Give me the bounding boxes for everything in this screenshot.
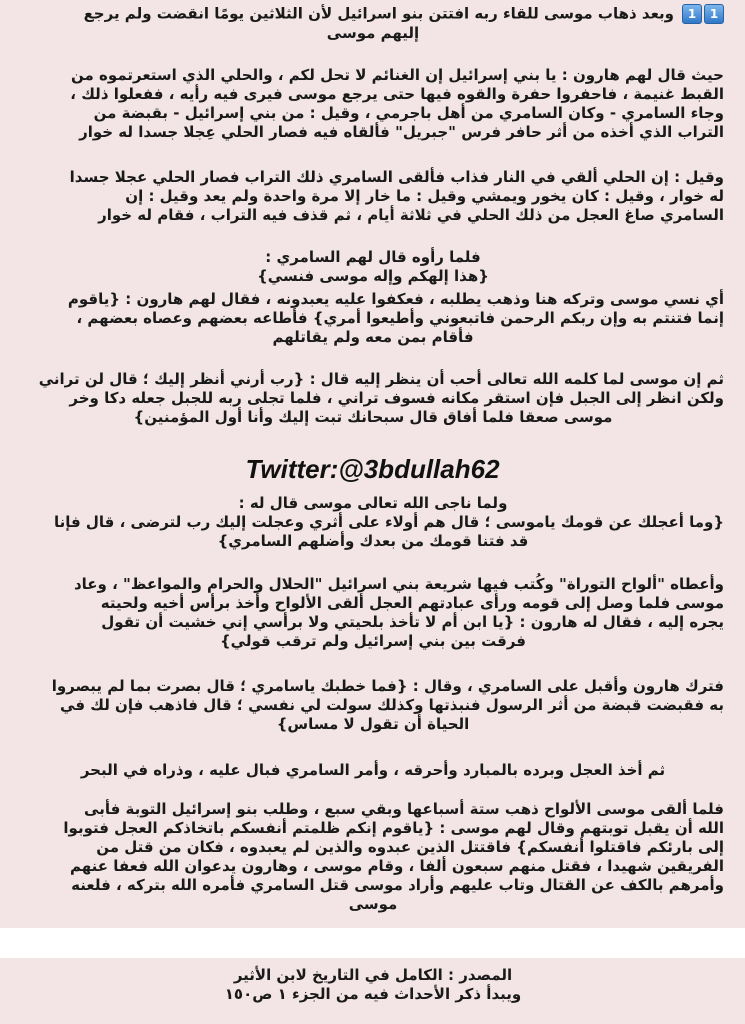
paragraph-line: ثم أخذ العجل وبرده بالمبارد وأحرقه ، وأمر السامري فبال عليه ، وذراه في البحر bbox=[80, 761, 666, 779]
paragraph-4 bbox=[22, 290, 724, 347]
paragraph-9 bbox=[22, 761, 724, 780]
twitter-watermark: Twitter:@3bdullah62 bbox=[245, 454, 500, 484]
paragraph-line: وأمرهم بالكف عن القتال وتاب عليهم وأراد موسى قتل السامري فأمره الله بتركه ، فلعنه bbox=[71, 876, 724, 894]
keycap-badges bbox=[680, 4, 724, 24]
paragraph-line: التراب الذي أخذه من أثر حافر فرس "جبريل" فألقاه فيه فصار الحلي عِجلا جسدا له خوار bbox=[79, 123, 724, 141]
paragraph-6 bbox=[22, 494, 724, 551]
paragraph-line: الله أن يقبل توبتهم وقال لهم موسى : {ياقوم إنكم ظلمتم أنفسكم باتخاذكم العجل فتوبوا bbox=[63, 819, 724, 837]
intro-text: وبعد ذهاب موسى للقاء ربه افتتن بنو اسرائيل لأن الثلاثين يومًا انقضت ولم يرجع bbox=[83, 4, 674, 23]
paragraph-line: فأقام بمن معه ولم يقاتلهم bbox=[272, 328, 474, 346]
paragraph-1 bbox=[22, 66, 724, 142]
paragraph-line: إنما فتنتم به وإن ربكم الرحمن فاتبعوني وأطيعوا أمري} فأطاعه بعضهم وعصاه بعضهم ، bbox=[76, 309, 724, 327]
paragraph-line: فلما رأوه قال لهم السامري : bbox=[265, 248, 481, 266]
paragraph-line: قد فتنا قومك من بعدك وأضلهم السامري} bbox=[217, 532, 529, 550]
intro-line-2: إليهم موسى bbox=[326, 24, 420, 42]
quote-line: {هذا إلهكم وإله موسى فنسي} bbox=[257, 267, 489, 285]
paragraph-line: السامري صاغ العجل من ذلك الحلي في ثلاثة أيام ، ثم قذف فيه التراب ، فقام له خوار bbox=[98, 206, 724, 224]
paragraph-line: وأعطاه "ألواح التوراة" وكُتب فيها شريعة بني اسرائيل "الحلال والحرام والمواعظ" ، وعاد bbox=[73, 575, 724, 593]
keycap-one-icon: 1 bbox=[682, 4, 702, 24]
keycap-one-icon: 1 bbox=[704, 4, 724, 24]
intro-paragraph bbox=[22, 4, 724, 43]
source-line: ويبدأ ذكر الأحداث فيه من الجزء ١ ص١٥٠ bbox=[224, 985, 522, 1003]
paragraph-5 bbox=[22, 370, 724, 427]
paragraph-line: فلما ألقى موسى الألواح ذهب ستة أسباعها وبقي سبع ، وطلب بنو إسرائيل التوبة فأبى bbox=[84, 800, 724, 818]
paragraph-line: موسى bbox=[348, 895, 398, 913]
paragraph-7 bbox=[22, 575, 724, 651]
paragraph-line: الفريقين شهيدا ، فقتل منهم سبعون ألفا ، وقام موسى ، وهارون يدعوان الله فعفا عنهم bbox=[69, 857, 724, 875]
paragraph-line: أي نسي موسى وتركه هنا وذهب يطلبه ، فعكفوا عليه يعبدونه ، فقال لهم هارون : {ياقوم bbox=[67, 290, 724, 308]
paragraph-line: موسى فلما وصل إلى قومه ورأى عبادتهم العجل ألقى الألواح وأخذ برأس أخيه ولحيته bbox=[100, 594, 724, 612]
source-citation bbox=[22, 966, 724, 1004]
paragraph-3 bbox=[22, 248, 724, 286]
paragraph-line: إلى بارئكم فاقتلوا أنفسكم} فاقتتل الذين عبدوه والذين لم يعبدوه ، فكان من قتل من bbox=[96, 838, 724, 856]
paragraph-line: له خوار ، وقيل : كان يخور ويمشي وقيل : ما خار إلا مرة واحدة ولم يعد وقيل : إن bbox=[125, 187, 724, 205]
paragraph-line: ولكن انظر إلى الجبل فإن استقر مكانه فسوف تراني ، فلما تجلى ربه للجبل جعله دكا وخر bbox=[69, 389, 724, 407]
source-line: المصدر : الكامل في التاريخ لابن الأثير bbox=[233, 966, 513, 984]
paragraph-line: وقيل : إن الحلي ألقي في النار فذاب فألقى السامري ذلك التراب فصار الحلي عجلا جسدا bbox=[69, 168, 724, 186]
paragraph-line: فرقت بين بني إسرائيل ولم ترقب قولي} bbox=[220, 632, 526, 650]
paragraph-line: به فقبضت قبضة من أثر الرسول فنبذتها وكذلك سولت لي نفسي ؛ قال فاذهب فإن لك في bbox=[60, 696, 724, 714]
paragraph-line: القبط غنيمة ، فاحفروا حفرة والقوه فيها حتى يرجع موسى فيرى فيه رأيه ، ففعلوا ذلك ، bbox=[70, 85, 724, 103]
paragraph-10 bbox=[22, 800, 724, 914]
paragraph-line: {وما أعجلك عن قومك ياموسى ؛ قال هم أولاء على أثري وعجلت إليك رب لترضى ، قال فإنا bbox=[53, 513, 724, 531]
paragraph-8 bbox=[22, 677, 724, 734]
intro-line-1 bbox=[22, 4, 724, 24]
paragraph-line: موسى صعقا فلما أفاق قال سبحانك تبت إليك وأنا أول المؤمنين} bbox=[133, 408, 613, 426]
paragraph-line: ثم إن موسى لما كلمه الله تعالى أحب أن ينظر إليه قال : {رب أرني أنظر إليك ؛ قال لن تراني bbox=[38, 370, 724, 388]
paragraph-line: وجاء السامري - وكان السامري من أهل باجرمي ، وقيل : من بني إسرائيل - بقبضة من bbox=[93, 104, 724, 122]
paragraph-2 bbox=[22, 168, 724, 225]
paragraph-line: الحياة أن تقول لا مساس} bbox=[276, 715, 470, 733]
paragraph-line: حيث قال لهم هارون : يا بني إسرائيل إن الغنائم لا تحل لكم ، والحلي الذي استعرتموه من bbox=[71, 66, 724, 84]
paragraph-line: فترك هارون وأقبل على السامري ، وقال : {فما خطبك ياسامري ؛ قال بصرت بما لم يبصروا bbox=[51, 677, 724, 695]
paragraph-line: يجره إليه ، فقال له هارون : {يا ابن أم لا تأخذ بلحيتي ولا برأسي إني خشيت أن تقول bbox=[101, 613, 724, 631]
paragraph-line: ولما ناجى الله تعالى موسى قال له : bbox=[238, 494, 508, 512]
